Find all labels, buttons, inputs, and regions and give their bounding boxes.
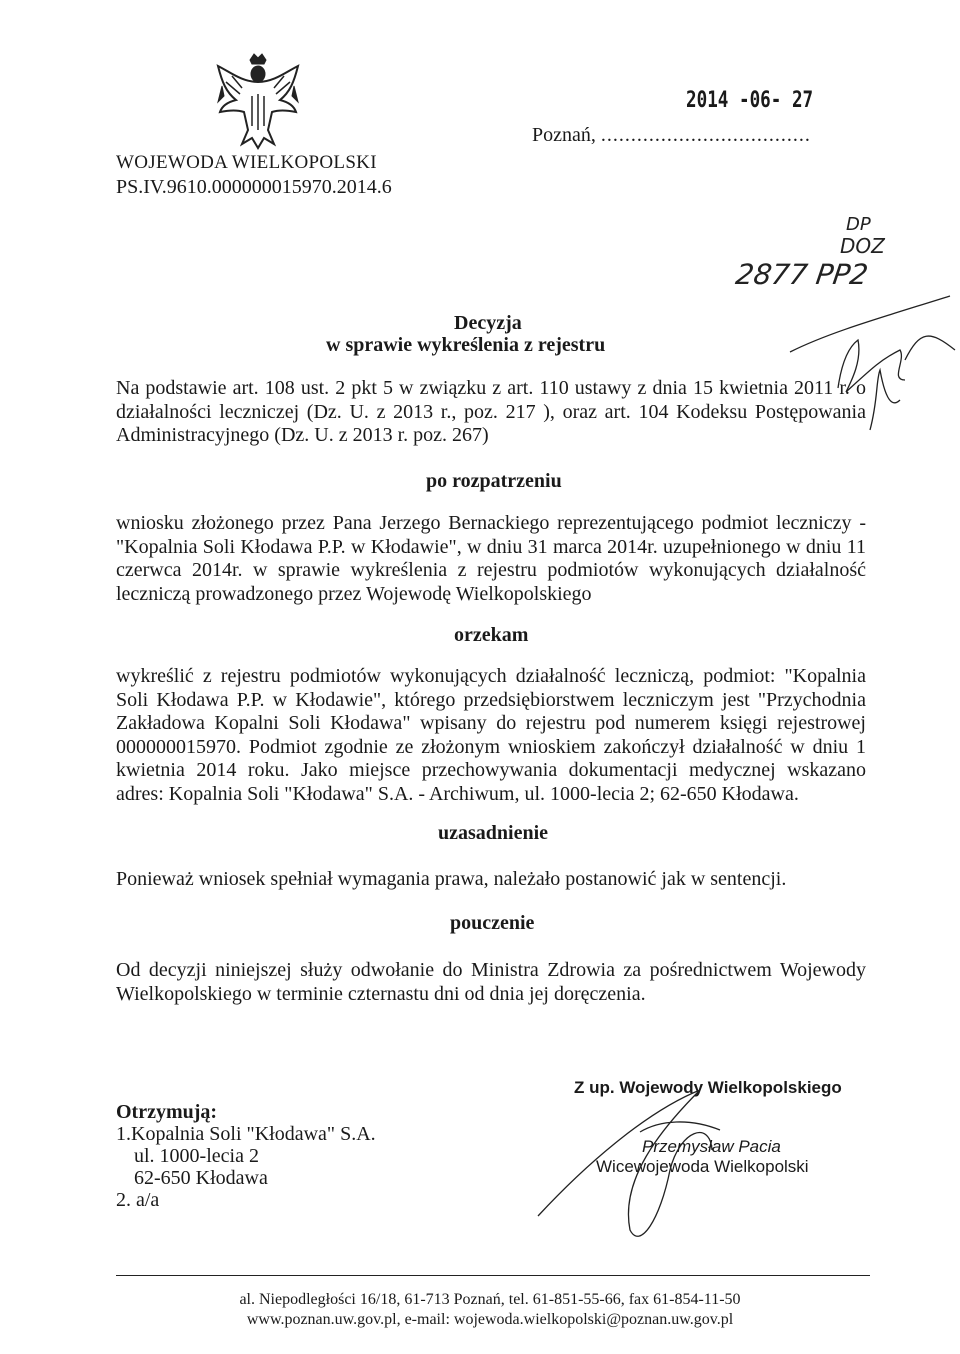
heading-justification: uzasadnienie bbox=[438, 822, 549, 844]
signature-stamp-line-3: Wicewojewoda Wielkopolski bbox=[596, 1157, 809, 1176]
date-dots: ................................... bbox=[600, 124, 811, 146]
recipient-line: 2. a/a bbox=[116, 1189, 160, 1211]
footer-address: al. Niepodległości 16/18, 61-713 Poznań, tel. 61-851-55-66, fax 61-854-11-50 bbox=[239, 1291, 741, 1308]
handwritten-note-2: DOZ bbox=[840, 234, 885, 258]
footer-divider bbox=[116, 1275, 870, 1276]
handwritten-note-1: DP bbox=[846, 214, 871, 235]
footer-web-contact: www.poznan.uw.gov.pl, e-mail: wojewoda.wielkopolski@poznan.uw.gov.pl bbox=[246, 1311, 734, 1328]
reference-number: PS.IV.9610.000000015970.2014.6 bbox=[116, 176, 392, 198]
considering-paragraph: wniosku złożonego przez Pana Jerzego Bernackiego reprezentującego podmiot leczniczy - "Kopalnia Soli Kłodawa P.P. w Kłodawie", w dniu 31 marca 2014r. uzupełnionego w dniu 11 czerwca 2014r. w sprawie wykreślenia z rejestru podmiotów wykonujących działalność leczniczą prowadzonego przez Wojewodę Wielkopolskiego bbox=[116, 512, 866, 605]
recipients-title: Otrzymują: bbox=[116, 1101, 218, 1123]
handwritten-note-3: 2877 PP2 bbox=[733, 258, 871, 291]
justification-paragraph: Ponieważ wniosek spełniał wymagania prawa, należało postanowić jak w sentencji. bbox=[116, 868, 787, 890]
heading-considering: po rozpatrzeniu bbox=[426, 470, 562, 492]
place-label: Poznań, bbox=[532, 124, 596, 146]
instruction-paragraph: Od decyzji niniejszej służy odwołanie do Ministra Zdrowia za pośrednictwem Wojewody Wielkopolskiego w terminie czternastu dni od dnia jej doręczenia. bbox=[116, 959, 866, 1005]
heading-instruction: pouczenie bbox=[450, 912, 535, 934]
signature-stamp-line-2: Przemysław Pacia bbox=[642, 1137, 781, 1156]
decision-paragraph: wykreślić z rejestru podmiotów wykonujących działalność leczniczą, podmiot: "Kopalnia Soli Kłodawa P.P. w Kłodawie", którego przedsiębiorstwem leczniczym jest "Przychodnia Zakładowa Kopalni Soli Kłodawa" wpisany do rejestru pod numerem księgi rejestrowej 000000015970. Podmiot zgodnie ze złożonym wnioskiem zakończył działalność w dniu 1 kwietnia 2014 roku. Jako miejsce przechowywania dokumentacji medycznej wskazano adres: Kopalnia Soli "Kłodawa" S.A. - Archiwum, ul. 1000-lecia 2; 62-650 Kłodawa. bbox=[116, 665, 866, 805]
recipient-line: 62-650 Kłodawa bbox=[134, 1167, 268, 1189]
recipient-line: 1.Kopalnia Soli "Kłodawa" S.A. bbox=[116, 1123, 376, 1145]
issuer-name: WOJEWODA WIELKOPOLSKI bbox=[116, 152, 377, 173]
document-subtitle: w sprawie wykreślenia z rejestru bbox=[326, 334, 606, 356]
recipient-line: ul. 1000-lecia 2 bbox=[134, 1145, 259, 1167]
legal-basis-paragraph: Na podstawie art. 108 ust. 2 pkt 5 w związku z art. 110 ustawy z dnia 15 kwietnia 2011 r. o działalności leczniczej (Dz. U. z 2013 r., poz. 217 ), oraz art. 104 Kodeksu Postępowania Administracyjnego (Dz. U. z 2013 r. poz. 267) bbox=[116, 377, 866, 446]
signature-stamp-line-1: Z up. Wojewody Wielkopolskiego bbox=[574, 1078, 842, 1097]
document-title: Decyzja bbox=[454, 312, 522, 334]
date-stamp: 2014 -06- 27 bbox=[686, 88, 814, 113]
heading-decision: orzekam bbox=[454, 624, 529, 646]
